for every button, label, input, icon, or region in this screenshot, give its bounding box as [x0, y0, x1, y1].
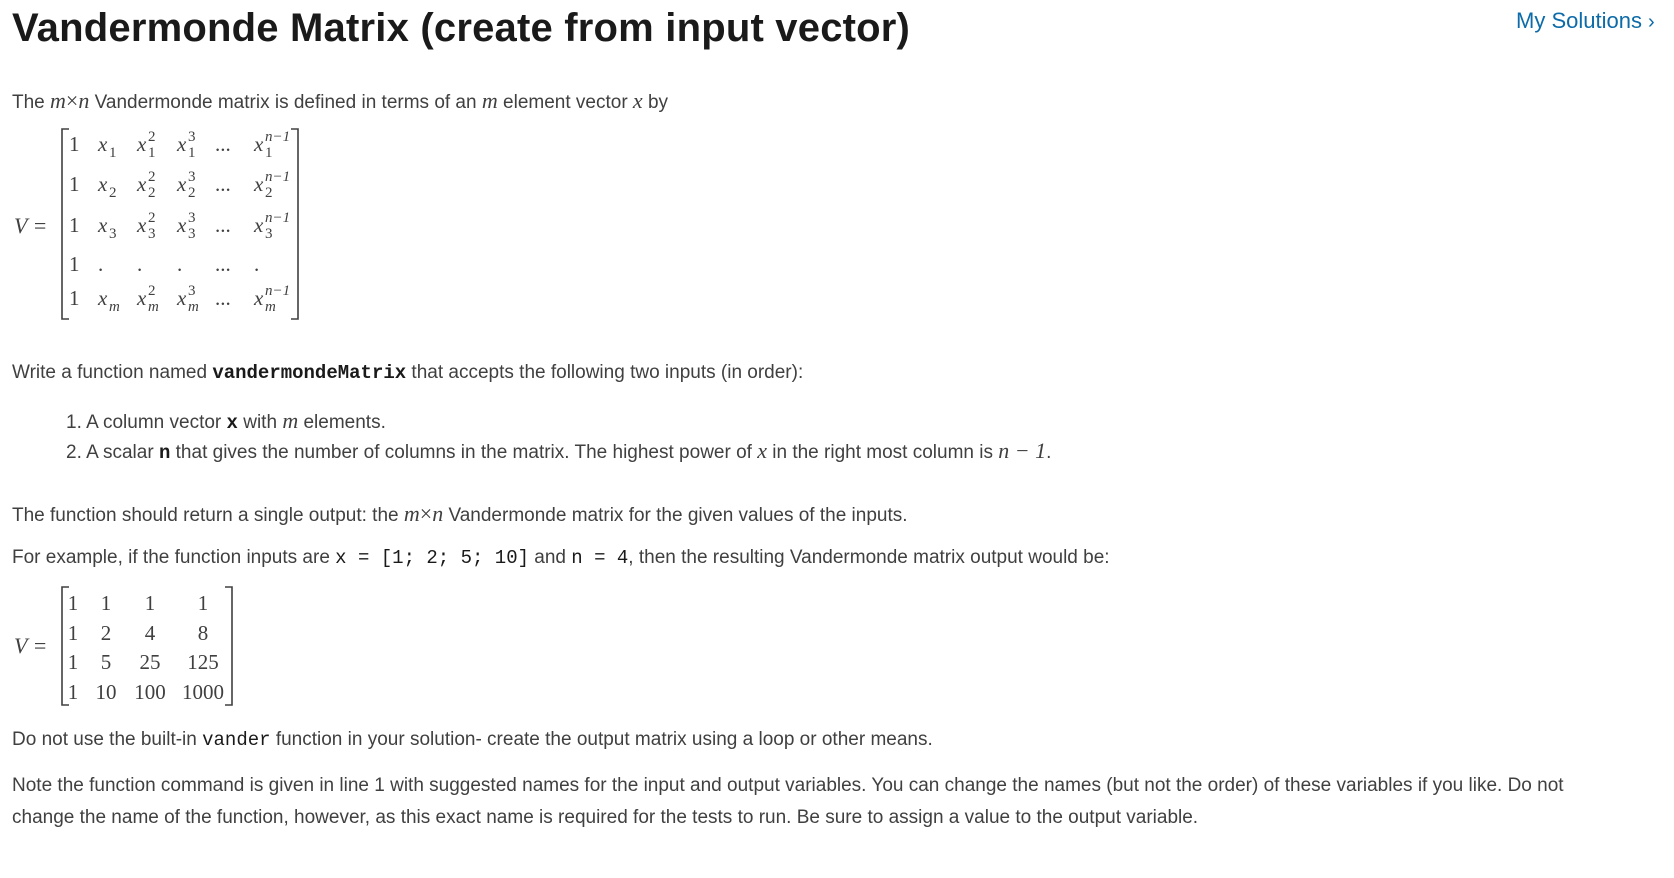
general-matrix-cell: [253, 129, 290, 161]
list-item-2: [66, 438, 1051, 464]
svg-text:3: 3: [188, 210, 196, 226]
output-text-2: Vandermonde matrix for the given values of the inputs.: [443, 505, 908, 526]
intro-times: ×: [65, 88, 79, 113]
general-matrix-cell: [69, 172, 80, 196]
example-matrix-cell: 8: [197, 621, 209, 645]
general-matrix-cell: [176, 210, 196, 242]
list-item-2-text-1: A scalar: [81, 442, 159, 463]
svg-text:x: x: [254, 172, 264, 196]
example-matrix-cell: 1000: [182, 680, 224, 704]
list-item-1: [66, 408, 386, 434]
example-text-3: , then the resulting Vandermonde matrix output would be:: [628, 547, 1110, 568]
general-matrix-cell: [215, 252, 231, 276]
general-matrix-cell: [176, 129, 196, 161]
svg-text:x: x: [98, 132, 108, 156]
intro-m: m: [50, 88, 66, 113]
note-paragraph: Note the function command is given in line 1 with suggested names for the input and output variables. You can change the names (but not the order) of these variables if you like. Do not change the name of the function, however, as this exact name is required for the tests to run. Be sure to assign a value to the output variable.: [12, 775, 1564, 828]
general-matrix-left-bracket: [62, 129, 69, 319]
output-paragraph: [12, 501, 908, 527]
svg-text:.: .: [254, 252, 260, 276]
intro-text-4: by: [642, 92, 669, 113]
donot-code: vander: [202, 729, 271, 751]
svg-text:x: x: [254, 286, 264, 310]
page-title: Vandermonde Matrix (create from input vector): [12, 6, 911, 50]
example-matrix-cell: 1: [67, 680, 79, 704]
svg-text:m: m: [148, 299, 159, 315]
example-code-x: x = [1; 2; 5; 10]: [335, 547, 530, 569]
list-item-1-text-2: with: [237, 412, 283, 433]
svg-text:m: m: [188, 299, 199, 315]
output-text-1: The function should return a single output: the: [12, 505, 404, 526]
intro-text-2: Vandermonde matrix is defined in terms of an: [89, 92, 482, 113]
example-matrix-cell: 10: [95, 680, 117, 704]
svg-text:x: x: [137, 286, 147, 310]
svg-text:x: x: [177, 286, 187, 310]
svg-text:1: 1: [265, 145, 273, 161]
svg-text:x: x: [98, 286, 108, 310]
list-item-2-num: 2.: [66, 442, 82, 463]
svg-text:x: x: [177, 132, 187, 156]
svg-text:2: 2: [148, 129, 156, 145]
svg-text:m: m: [109, 299, 120, 315]
list-item-2-text-2: that gives the number of columns in the matrix. The highest power of: [170, 442, 758, 463]
write-text-2: that accepts the following two inputs (in order):: [406, 362, 804, 383]
svg-text:1: 1: [69, 172, 80, 196]
svg-text:x: x: [137, 213, 147, 237]
svg-text:x: x: [177, 213, 187, 237]
general-matrix-cell: [69, 213, 80, 237]
example-code-n: n = 4: [571, 547, 629, 569]
svg-text:1: 1: [148, 145, 156, 161]
example-matrix-cell: 1: [100, 591, 112, 615]
svg-text:2: 2: [148, 169, 156, 185]
general-matrix-cell: [136, 129, 156, 161]
example-text-1: For example, if the function inputs are: [12, 547, 336, 568]
general-matrix-cell: [97, 286, 120, 315]
example-matrix-cell: 1: [197, 591, 209, 615]
general-matrix-cell: [176, 283, 199, 315]
example-text-2: and: [529, 547, 572, 568]
general-matrix-right-bracket: [291, 129, 298, 319]
svg-text:1: 1: [69, 286, 80, 310]
general-matrix-cell: [97, 213, 117, 242]
svg-text:3: 3: [188, 129, 196, 145]
example-matrix-cell: 1: [67, 650, 79, 674]
general-vandermonde-matrix: [0, 125, 340, 345]
general-matrix-cell: [215, 132, 231, 156]
svg-text:n−1: n−1: [265, 169, 291, 185]
svg-text:3: 3: [148, 226, 156, 242]
general-matrix-cell: [97, 132, 117, 161]
general-matrix-lhs: V =: [14, 213, 48, 238]
general-matrix-cell: [136, 283, 159, 315]
write-text-1: Write a function named: [12, 362, 213, 383]
svg-text:2: 2: [148, 185, 156, 201]
general-matrix-cell: [215, 213, 231, 237]
svg-text:2: 2: [148, 283, 156, 299]
svg-text:.: .: [177, 252, 183, 276]
general-matrix-cell: [176, 169, 196, 201]
svg-text:1: 1: [69, 132, 80, 156]
general-matrix-cell: [137, 252, 142, 276]
example-matrix-cell: 1: [67, 591, 79, 615]
svg-text:.: .: [137, 252, 143, 276]
intro-x: x: [632, 88, 643, 113]
svg-text:1: 1: [69, 252, 80, 276]
svg-text:3: 3: [188, 226, 196, 242]
svg-text:...: ...: [215, 172, 231, 196]
example-matrix-cell: 1: [67, 621, 79, 645]
intro-n: n: [78, 88, 90, 113]
general-matrix-cell: [253, 169, 290, 201]
example-matrix-cell: 2: [100, 621, 112, 645]
svg-text:...: ...: [215, 286, 231, 310]
general-matrix-cell: [253, 210, 290, 242]
svg-text:3: 3: [188, 283, 196, 299]
svg-text:x: x: [98, 172, 108, 196]
intro-paragraph: [12, 88, 668, 114]
svg-text:3: 3: [109, 226, 117, 242]
svg-text:3: 3: [265, 226, 273, 242]
example-matrix-cell: 1: [144, 591, 156, 615]
svg-text:1: 1: [69, 213, 80, 237]
example-matrix-cell: 5: [100, 650, 112, 674]
svg-text:2: 2: [265, 185, 273, 201]
intro-text-3: element vector: [497, 92, 633, 113]
list-item-1-num: 1.: [66, 412, 82, 433]
list-item-2-x: x: [757, 438, 767, 463]
donot-paragraph: [12, 729, 933, 751]
svg-text:m: m: [265, 299, 276, 315]
svg-text:n−1: n−1: [265, 129, 291, 145]
general-matrix-cell: [254, 252, 259, 276]
svg-text:2: 2: [109, 185, 117, 201]
example-matrix-cell: 25: [139, 650, 161, 674]
svg-text:.: .: [98, 252, 104, 276]
example-matrix-right-bracket: [225, 587, 232, 705]
general-matrix-cell: [215, 286, 231, 310]
donot-text-2: function in your solution- create the output matrix using a loop or other means.: [270, 729, 933, 750]
general-matrix-cell: [215, 172, 231, 196]
svg-text:x: x: [254, 132, 264, 156]
my-solutions-label[interactable]: My Solutions: [1516, 8, 1642, 33]
svg-text:1: 1: [188, 145, 196, 161]
donot-text-1: Do not use the built-in: [12, 729, 203, 750]
list-item-2-text-3: in the right most column is: [766, 442, 999, 463]
svg-text:2: 2: [148, 210, 156, 226]
list-item-1-text-1: A column vector: [81, 412, 227, 433]
general-matrix-cell: [253, 283, 290, 315]
list-item-2-var: n: [158, 442, 171, 464]
output-times: ×: [419, 501, 433, 526]
intro-m2: m: [481, 88, 498, 113]
svg-text:x: x: [177, 172, 187, 196]
svg-text:x: x: [137, 132, 147, 156]
general-matrix-cell: [69, 132, 80, 156]
svg-text:n−1: n−1: [265, 210, 291, 226]
example-matrix-cell: 125: [187, 650, 219, 674]
general-matrix-cell: [69, 286, 80, 310]
svg-text:3: 3: [188, 169, 196, 185]
svg-text:1: 1: [109, 145, 117, 161]
svg-text:x: x: [137, 172, 147, 196]
example-matrix-cell: 100: [134, 680, 166, 704]
list-item-2-expr: n − 1: [998, 438, 1047, 463]
write-function-paragraph: [12, 362, 803, 384]
example-matrix-cell: 4: [144, 621, 156, 645]
svg-text:2: 2: [188, 185, 196, 201]
my-solutions-link[interactable]: [1516, 8, 1655, 34]
svg-text:...: ...: [215, 132, 231, 156]
function-name: vandermondeMatrix: [212, 362, 407, 384]
general-matrix-cell: [136, 169, 156, 201]
output-n: n: [432, 501, 444, 526]
svg-text:...: ...: [215, 213, 231, 237]
example-vandermonde-matrix: [0, 582, 270, 712]
svg-text:n−1: n−1: [265, 283, 291, 299]
list-item-1-m: m: [282, 408, 299, 433]
svg-text:...: ...: [215, 252, 231, 276]
example-paragraph: [12, 547, 1110, 569]
list-item-1-text-3: elements.: [298, 412, 386, 433]
list-item-1-var: x: [226, 412, 238, 434]
general-matrix-cell: [98, 252, 103, 276]
general-matrix-cell: [177, 252, 182, 276]
intro-text-1: The: [12, 92, 51, 113]
general-matrix-cell: [97, 172, 117, 201]
chevron-right-icon: ›: [1647, 11, 1655, 33]
svg-text:x: x: [254, 213, 264, 237]
general-matrix-cell: [69, 252, 80, 276]
list-item-2-text-4: .: [1046, 442, 1052, 463]
output-m: m: [403, 501, 420, 526]
svg-text:x: x: [98, 213, 108, 237]
example-matrix-lhs: V =: [14, 633, 48, 658]
general-matrix-cell: [136, 210, 156, 242]
